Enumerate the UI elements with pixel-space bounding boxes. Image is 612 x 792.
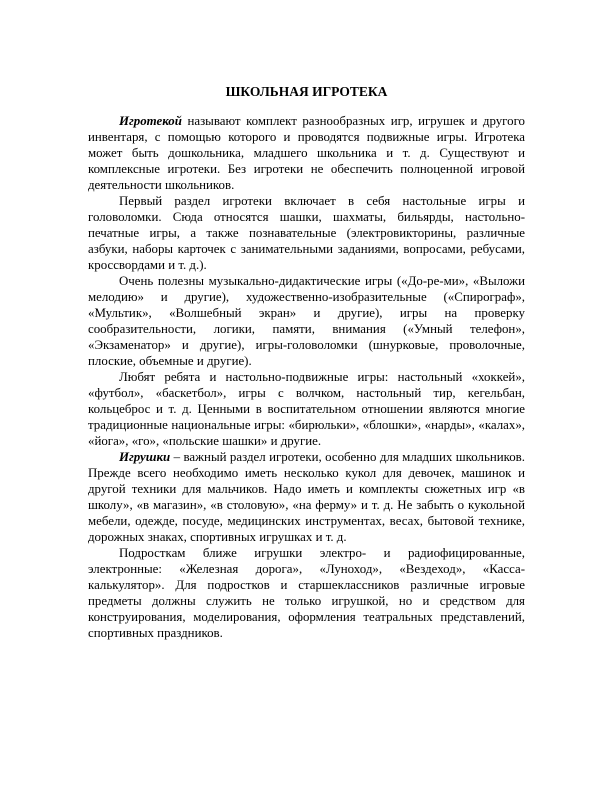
paragraph-text: Первый раздел игротеки включает в себя настольные игры и головоломки. Сюда относятся шашки, шахматы, бильярды, настольно-печатные игры, а также познавательные (электровикторины, различные азбуки, наборы карточек с занимательными заданиями, вопросами, ребусами, кроссвордами и т. д.). bbox=[88, 194, 525, 272]
paragraph-text: Подросткам ближе игрушки электро- и радиофицированные, электронные: «Железная дорога», «Луноход», «Вездеход», «Касса-калькулятор». Для подростков и старшеклассников различные игровые предметы должны служить не только игрушкой, но и средством для конструирования, моделирования, оформления театральных представлений, спортивных праздников. bbox=[88, 546, 525, 640]
paragraph-board-games bbox=[88, 193, 525, 273]
paragraph-toys bbox=[88, 449, 525, 545]
paragraph-text: называют комплект разнообразных игр, игрушек и другого инвентаря, с помощью которого и проводятся подвижные игры. Игротека может быть дошкольника, младшего школьника и т. д. Существуют и комплексные игротеки. Без игротеки не обеспечить полноценной игровой деятельности школьников. bbox=[88, 114, 525, 192]
paragraph-tabletop-active-games bbox=[88, 369, 525, 449]
paragraph-didactic-games bbox=[88, 273, 525, 369]
page-title: ШКОЛЬНАЯ ИГРОТЕКА bbox=[225, 84, 388, 99]
document-page bbox=[88, 84, 525, 641]
term-toys: Игрушки bbox=[119, 450, 171, 464]
paragraph-text: Любят ребята и настольно-подвижные игры: настольный «хоккей», «футбол», «баскетбол», игры с волчком, настольный тир, кегельбан, кольцеброс и т. д. Ценными в воспитательном отношении являются многие традиционные национальные игры: «бирюльки», «блошки», «нарды», «калах», «йога», «го», «польские шашки» и другие. bbox=[88, 370, 525, 448]
paragraph-igroteka-definition bbox=[88, 113, 525, 193]
paragraph-teen-toys bbox=[88, 545, 525, 641]
paragraph-text: – важный раздел игротеки, особенно для младших школьников. Прежде всего необходимо иметь несколько кукол для девочек, машинок и другой техники для мальчиков. Надо иметь и комплекты сюжетных игр «в школу», «в магазин», «в столовую», «на ферму» и т. д. Не забыть о кукольной мебели, одежде, посуде, медицинских инструментах, весах, бытовой технике, дорожных знаках, спортивных игрушках и т. д. bbox=[88, 450, 525, 544]
paragraph-text: Очень полезны музыкально-дидактические игры («До-ре-ми», «Выложи мелодию» и другие), художественно-изобразительные («Спирограф», «Мультик», «Волшебный экран» и другие), игры на проверку сообразительности, логики, памяти, внимания («Умный телефон», «Экзаменатор» и другие), игры-головоломки (шнурковые, проволочные, плоские, объемные и другие). bbox=[88, 274, 525, 368]
term-igroteka: Игротекой bbox=[119, 114, 182, 128]
